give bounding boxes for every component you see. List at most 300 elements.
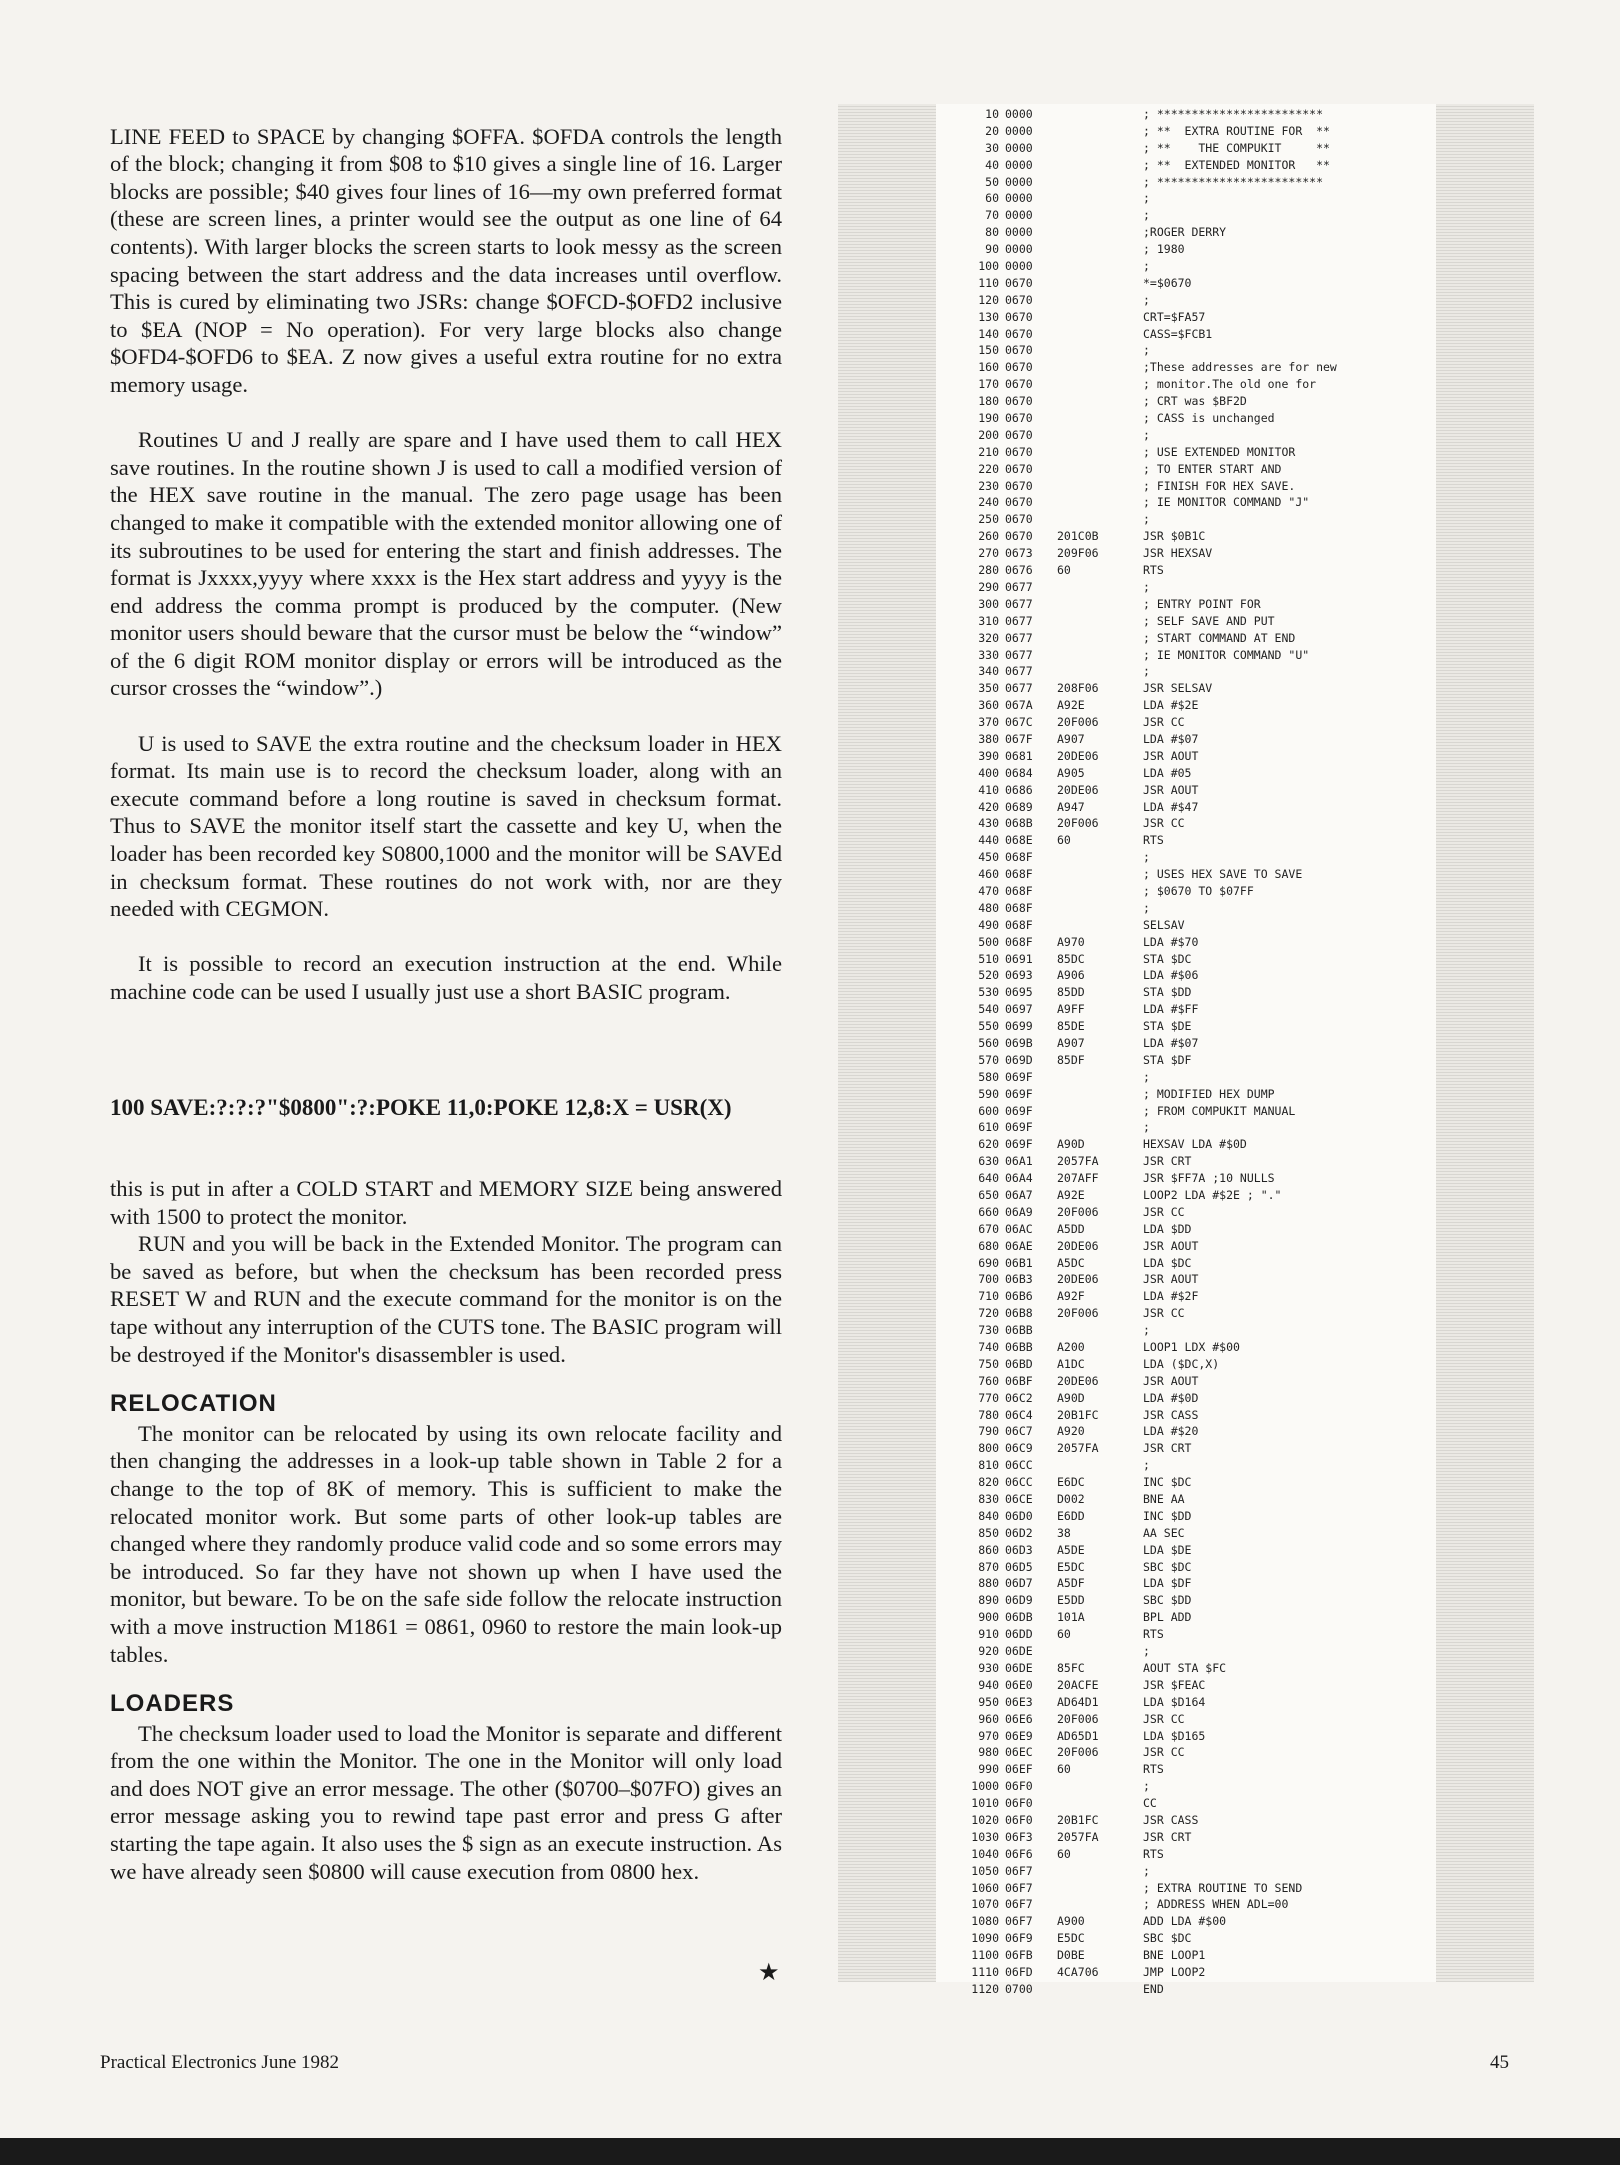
source: LDA #$07 [1143,731,1199,746]
source: ; CRT was $BF2D [1143,394,1247,409]
address: 06FD [1005,1964,1033,1979]
source: ; TO ENTER START AND [1143,461,1282,476]
line-number: 320 [978,630,999,645]
address: 06BB [1005,1340,1033,1355]
source: AOUT STA $FC [1143,1660,1227,1675]
object-code: 60 [1057,1762,1071,1777]
line-number: 990 [978,1762,999,1777]
address: 0699 [1005,1019,1033,1034]
source: LDA $DD [1143,1221,1192,1236]
object-code: 208F06 [1057,681,1099,696]
object-code: 85FC [1057,1660,1085,1675]
object-code: 20DE06 [1057,782,1099,797]
source: ; [1143,1120,1150,1135]
source: END [1143,1981,1164,1996]
source: ; [1143,1323,1150,1338]
listing-row [955,1896,1385,1913]
section-heading-relocation: RELOCATION [110,1390,277,1418]
line-number: 830 [978,1492,999,1507]
address: 0677 [1005,579,1033,594]
source: ; [1143,208,1150,223]
object-code: 201C0B [1057,529,1099,544]
source: JSR SELSAV [1143,681,1213,696]
listing-row [955,157,1385,174]
source: RTS [1143,1846,1164,1861]
object-code: AD64D1 [1057,1694,1099,1709]
source: STA $DD [1143,985,1192,1000]
listing-row [955,1491,1385,1508]
line-number: 400 [978,765,999,780]
source: JMP LOOP2 [1143,1964,1206,1979]
address: 069F [1005,1120,1033,1135]
address: 06F3 [1005,1829,1033,1844]
object-code: 20F006 [1057,816,1099,831]
line-number: 920 [978,1644,999,1659]
address: 06F7 [1005,1863,1033,1878]
line-number: 450 [978,850,999,865]
object-code: 4CA706 [1057,1964,1099,1979]
listing-row [955,1761,1385,1778]
source: JSR AOUT [1143,748,1199,763]
line-number: 1110 [971,1964,999,1979]
object-code: A5DC [1057,1255,1085,1270]
line-number: 950 [978,1694,999,1709]
line-number: 560 [978,1035,999,1050]
address: 06A9 [1005,1204,1033,1219]
listing-row [955,1778,1385,1795]
object-code: AD65D1 [1057,1728,1099,1743]
listing-row [955,123,1385,140]
source: BNE LOOP1 [1143,1948,1206,1963]
listing-row [955,1559,1385,1576]
listing-row [955,1018,1385,1035]
listing-row [955,647,1385,664]
listing-row [955,596,1385,613]
address: 06E0 [1005,1677,1033,1692]
listing-row [955,731,1385,748]
object-code: 20F006 [1057,1204,1099,1219]
listing-row [955,494,1385,511]
line-number: 800 [978,1441,999,1456]
address: 0670 [1005,292,1033,307]
line-number: 440 [978,833,999,848]
source: ; [1143,1644,1150,1659]
source: AA SEC [1143,1525,1185,1540]
line-number: 740 [978,1340,999,1355]
line-number: 700 [978,1272,999,1287]
address: 0677 [1005,681,1033,696]
source: LOOP1 LDX #$00 [1143,1340,1240,1355]
address: 0000 [1005,225,1033,240]
line-number: 590 [978,1086,999,1101]
source: INC $DD [1143,1508,1192,1523]
listing-row [955,1440,1385,1457]
object-code: 60 [1057,563,1071,578]
source: ; [1143,1069,1150,1084]
object-code: 38 [1057,1525,1071,1540]
source: ADD LDA #$00 [1143,1914,1227,1929]
object-code: E6DD [1057,1508,1085,1523]
listing-row [955,1575,1385,1592]
address: 0670 [1005,275,1033,290]
source: ; [1143,850,1150,865]
object-code: 60 [1057,833,1071,848]
line-number: 650 [978,1188,999,1202]
listing-row [955,748,1385,765]
line-number: 300 [978,596,999,611]
source: ; [1143,1863,1150,1878]
object-code: A906 [1057,968,1085,983]
listing-row [955,1086,1385,1103]
source: CC [1143,1796,1157,1811]
object-code: 2057FA [1057,1829,1099,1844]
address: 0000 [1005,242,1033,257]
line-number: 490 [978,917,999,932]
line-number: 530 [978,985,999,1000]
listing-row [955,511,1385,528]
address: 0697 [1005,1002,1033,1017]
listing-row [955,984,1385,1001]
line-number: 780 [978,1407,999,1422]
listing-row [955,292,1385,309]
line-number: 910 [978,1627,999,1642]
address: 06E6 [1005,1711,1033,1726]
line-number: 100 [978,259,999,274]
object-code: A5DF [1057,1576,1085,1591]
line-number: 570 [978,1052,999,1067]
object-code: 60 [1057,1627,1071,1642]
source: ; IE MONITOR COMMAND "U" [1143,647,1310,662]
address: 06B6 [1005,1289,1033,1304]
object-code: 209F06 [1057,546,1099,561]
listing-row [955,1542,1385,1559]
address: 06AE [1005,1238,1033,1253]
line-number: 220 [978,461,999,476]
address: 068F [1005,850,1033,865]
source: CASS=$FCB1 [1143,326,1213,341]
source: ; ** EXTRA ROUTINE FOR ** [1143,123,1330,138]
source: RTS [1143,1627,1164,1642]
line-number: 280 [978,563,999,578]
line-number: 1050 [971,1863,999,1878]
line-number: 470 [978,883,999,898]
object-code: 207AFF [1057,1171,1099,1186]
address: 0673 [1005,546,1033,561]
source: JSR CRT [1143,1441,1192,1456]
listing-row [955,1795,1385,1812]
source: LDA #$70 [1143,934,1199,949]
source: ; [1143,292,1150,307]
line-number: 710 [978,1289,999,1304]
listing-row [955,275,1385,292]
address: 068F [1005,883,1033,898]
line-number: 580 [978,1069,999,1084]
line-number: 260 [978,529,999,544]
object-code: 20F006 [1057,1711,1099,1726]
address: 069D [1005,1052,1033,1067]
paragraph: LINE FEED to SPACE by changing $OFFA. $OFDA controls the length of the block; changing it from $08 to $10 gives a single line of 16. Larger blocks are possible; $40 gives four lines of 16—my own preferred format (these are screen lines, a printer would see the output as one line of 64 contents). With larger blocks the screen starts to look messy as the screen spacing between the start address and the data increases until overflow. This is cured by eliminating two JSRs: change $OFCD-$OFD2 inclusive to $EA (NOP = No operation). For very large blocks also change $OFD4-$OFD6 to $EA. Z now gives a useful extra routine for no extra memory usage. [110,123,782,397]
address: 06EF [1005,1762,1033,1777]
address: 06F0 [1005,1812,1033,1827]
object-code: A200 [1057,1340,1085,1355]
object-code: 20F006 [1057,715,1099,730]
address: 0693 [1005,968,1033,983]
source: JSR AOUT [1143,1238,1199,1253]
source: JSR CC [1143,816,1185,831]
paragraph: RUN and you will be back in the Extended Monitor. The program can be saved as before, but when the checksum has been recorded press RESET W and RUN and the execute command for the monitor is on the tape without any interruption of the CUTS tone. The BASIC program will be destroyed if the Monitor's disassembler is used. [110,1231,782,1367]
paragraph: U is used to SAVE the extra routine and the checksum loader in HEX format. Its main use is to record the checksum loader, along with an execute command before a long routine is saved in checksum format. Thus to SAVE the monitor itself start the cassette and key U, when the loader has been recorded key S0800,1000 and the monitor will be SAVEd in checksum format. These routines do not work with, nor are they needed with CEGMON. [110,730,782,922]
object-code: D002 [1057,1492,1085,1507]
address: 0000 [1005,140,1033,155]
object-code: E6DC [1057,1475,1085,1490]
listing-row [955,680,1385,697]
line-number: 290 [978,579,999,594]
paragraph: this is put in after a COLD START and MEMORY SIZE being answered with 1500 to protect the monitor. [110,1176,782,1229]
line-number: 600 [978,1103,999,1118]
address: 06D2 [1005,1525,1033,1540]
listing-row [955,1288,1385,1305]
line-number: 410 [978,782,999,797]
line-number: 60 [985,191,999,206]
line-number: 670 [978,1221,999,1236]
line-number: 520 [978,968,999,983]
listing-row [955,765,1385,782]
object-code: A90D [1057,1390,1085,1405]
line-number: 930 [978,1660,999,1675]
listing-row [955,579,1385,596]
address: 0670 [1005,411,1033,426]
object-code: A920 [1057,1424,1085,1439]
line-number: 50 [985,174,999,189]
line-number: 270 [978,546,999,561]
line-number: 620 [978,1137,999,1152]
listing-row [955,1964,1385,1981]
source: LDA #$06 [1143,968,1199,983]
address: 06D5 [1005,1559,1033,1574]
line-number: 1120 [971,1981,999,1996]
line-number: 690 [978,1255,999,1270]
address: 0670 [1005,377,1033,392]
line-number: 1100 [971,1948,999,1963]
address: 06FB [1005,1948,1033,1963]
address: 06F7 [1005,1880,1033,1895]
listing-row [955,1846,1385,1863]
address: 0681 [1005,748,1033,763]
left-halftone-stripe [838,104,936,1982]
address: 06DD [1005,1627,1033,1642]
listing-row [955,1728,1385,1745]
listing-row [955,174,1385,191]
listing-row [955,1221,1385,1238]
listing-row [955,1829,1385,1846]
line-number: 510 [978,951,999,966]
object-code: 20DE06 [1057,1238,1099,1253]
listing-row [955,663,1385,680]
source: RTS [1143,563,1164,578]
address: 0677 [1005,596,1033,611]
address: 06F9 [1005,1931,1033,1946]
source: JSR AOUT [1143,1272,1199,1287]
line-number: 70 [985,208,999,223]
listing-row [955,562,1385,579]
address: 06CC [1005,1475,1033,1490]
object-code: 60 [1057,1846,1071,1861]
address: 0684 [1005,765,1033,780]
source: JSR CC [1143,1306,1185,1321]
address: 067A [1005,698,1033,713]
listing-row [955,1981,1385,1998]
line-number: 870 [978,1559,999,1574]
address: 0670 [1005,394,1033,409]
source: LDA $DF [1143,1576,1192,1591]
object-code: 20B1FC [1057,1812,1099,1827]
line-number: 500 [978,934,999,949]
address: 06BD [1005,1356,1033,1371]
address: 0000 [1005,259,1033,274]
source: ; EXTRA ROUTINE TO SEND [1143,1880,1303,1895]
line-number: 640 [978,1171,999,1186]
address: 0677 [1005,613,1033,628]
source: LDA #$2F [1143,1289,1199,1304]
listing-row [955,1643,1385,1660]
source: ; ** THE COMPUKIT ** [1143,140,1330,155]
line-number: 610 [978,1120,999,1135]
source: RTS [1143,1762,1164,1777]
source: JSR CC [1143,715,1185,730]
source: JSR CC [1143,1204,1185,1219]
address: 068B [1005,816,1033,831]
line-number: 540 [978,1002,999,1017]
source: ; monitor.The old one for [1143,377,1317,392]
line-number: 460 [978,867,999,882]
source: JSR AOUT [1143,1373,1199,1388]
listing-row [955,410,1385,427]
address: 06F7 [1005,1897,1033,1912]
source: LDA $DE [1143,1542,1192,1557]
basic-command-line: 100 SAVE:?:?:?"$0800":?:POKE 11,0:POKE 12,8:X = USR(X) [110,1095,732,1120]
source: ; ************************ [1143,174,1324,189]
line-number: 940 [978,1677,999,1692]
address: 06BB [1005,1323,1033,1338]
address: 0000 [1005,191,1033,206]
source: ; ************************ [1143,107,1324,121]
address: 06D9 [1005,1593,1033,1608]
source: ; [1143,1779,1150,1794]
listing-row [955,1052,1385,1069]
source: STA $DC [1143,951,1192,966]
line-number: 160 [978,360,999,375]
object-code: 20ACFE [1057,1677,1099,1692]
line-number: 230 [978,478,999,493]
source: STA $DE [1143,1019,1192,1034]
address: 068F [1005,917,1033,932]
address: 06EC [1005,1745,1033,1760]
line-number: 850 [978,1525,999,1540]
source: ; IE MONITOR COMMAND "J" [1143,495,1310,510]
line-number: 550 [978,1019,999,1034]
address: 0677 [1005,664,1033,679]
line-number: 1070 [971,1897,999,1912]
source: LDA #$0D [1143,1390,1199,1405]
address: 06AC [1005,1221,1033,1236]
listing-row [955,1103,1385,1120]
listing-row [955,900,1385,917]
address: 06C9 [1005,1441,1033,1456]
line-number: 960 [978,1711,999,1726]
source: JSR CASS [1143,1407,1199,1422]
object-code: A900 [1057,1914,1085,1929]
object-code: 101A [1057,1610,1085,1625]
source: ; [1143,343,1150,358]
listing-row [955,1947,1385,1964]
line-number: 790 [978,1424,999,1439]
address: 0686 [1005,782,1033,797]
paragraph: The checksum loader used to load the Monitor is separate and different from the one within the Monitor. The one in the Monitor will only load and does NOT give an error message. The other ($0700–$07FO) gives an error message asking you to rewind tape past error and press G after starting the tape again. It also uses the $ sign as an execute instruction. As we have already seen $0800 will cause execution from 0800 hex. [110,1720,782,1884]
object-code: A92E [1057,1188,1085,1202]
line-number: 240 [978,495,999,510]
object-code: 20F006 [1057,1745,1099,1760]
source: ; USES HEX SAVE TO SAVE [1143,867,1303,882]
listing-row [955,799,1385,816]
source: ; SELF SAVE AND PUT [1143,613,1275,628]
line-number: 190 [978,411,999,426]
source: JSR $FF7A ;10 NULLS [1143,1171,1275,1186]
object-code: 2057FA [1057,1154,1099,1169]
object-code: A9FF [1057,1002,1085,1017]
listing-row [955,1390,1385,1407]
footer-publication: Practical Electronics June 1982 [100,2052,340,2073]
object-code: A92F [1057,1289,1085,1304]
source: STA $DF [1143,1052,1192,1067]
listing-row [955,1170,1385,1187]
paragraph: It is possible to record an execution instruction at the end. While machine code can be used I usually just use a short BASIC program. [110,951,782,1004]
object-code: E5DC [1057,1931,1085,1946]
address: 06F0 [1005,1796,1033,1811]
source: JSR $0B1C [1143,529,1206,544]
source: JSR CASS [1143,1812,1199,1827]
source: ; CASS is unchanged [1143,411,1275,426]
listing-row [955,478,1385,495]
line-number: 420 [978,799,999,814]
page-number: 45 [1490,2052,1509,2073]
address: 06DE [1005,1644,1033,1659]
listing-row [955,1694,1385,1711]
address: 0689 [1005,799,1033,814]
source: ; FINISH FOR HEX SAVE. [1143,478,1296,493]
listing-row [955,1153,1385,1170]
source: ; START COMMAND AT END [1143,630,1296,645]
listing-row [955,1356,1385,1373]
line-number: 200 [978,427,999,442]
line-number: 760 [978,1373,999,1388]
listing-row [955,849,1385,866]
listing-row [955,951,1385,968]
address: 06A4 [1005,1171,1033,1186]
source: ; $0670 TO $07FF [1143,883,1254,898]
listing-row [955,1913,1385,1930]
listing-row [955,1423,1385,1440]
object-code: 20F006 [1057,1306,1099,1321]
line-number: 860 [978,1542,999,1557]
listing-row [955,376,1385,393]
address: 0670 [1005,495,1033,510]
listing-row [955,1271,1385,1288]
listing-row [955,1677,1385,1694]
address: 06A7 [1005,1188,1033,1202]
line-number: 120 [978,292,999,307]
listing-row [955,1626,1385,1643]
listing-row [955,1457,1385,1474]
